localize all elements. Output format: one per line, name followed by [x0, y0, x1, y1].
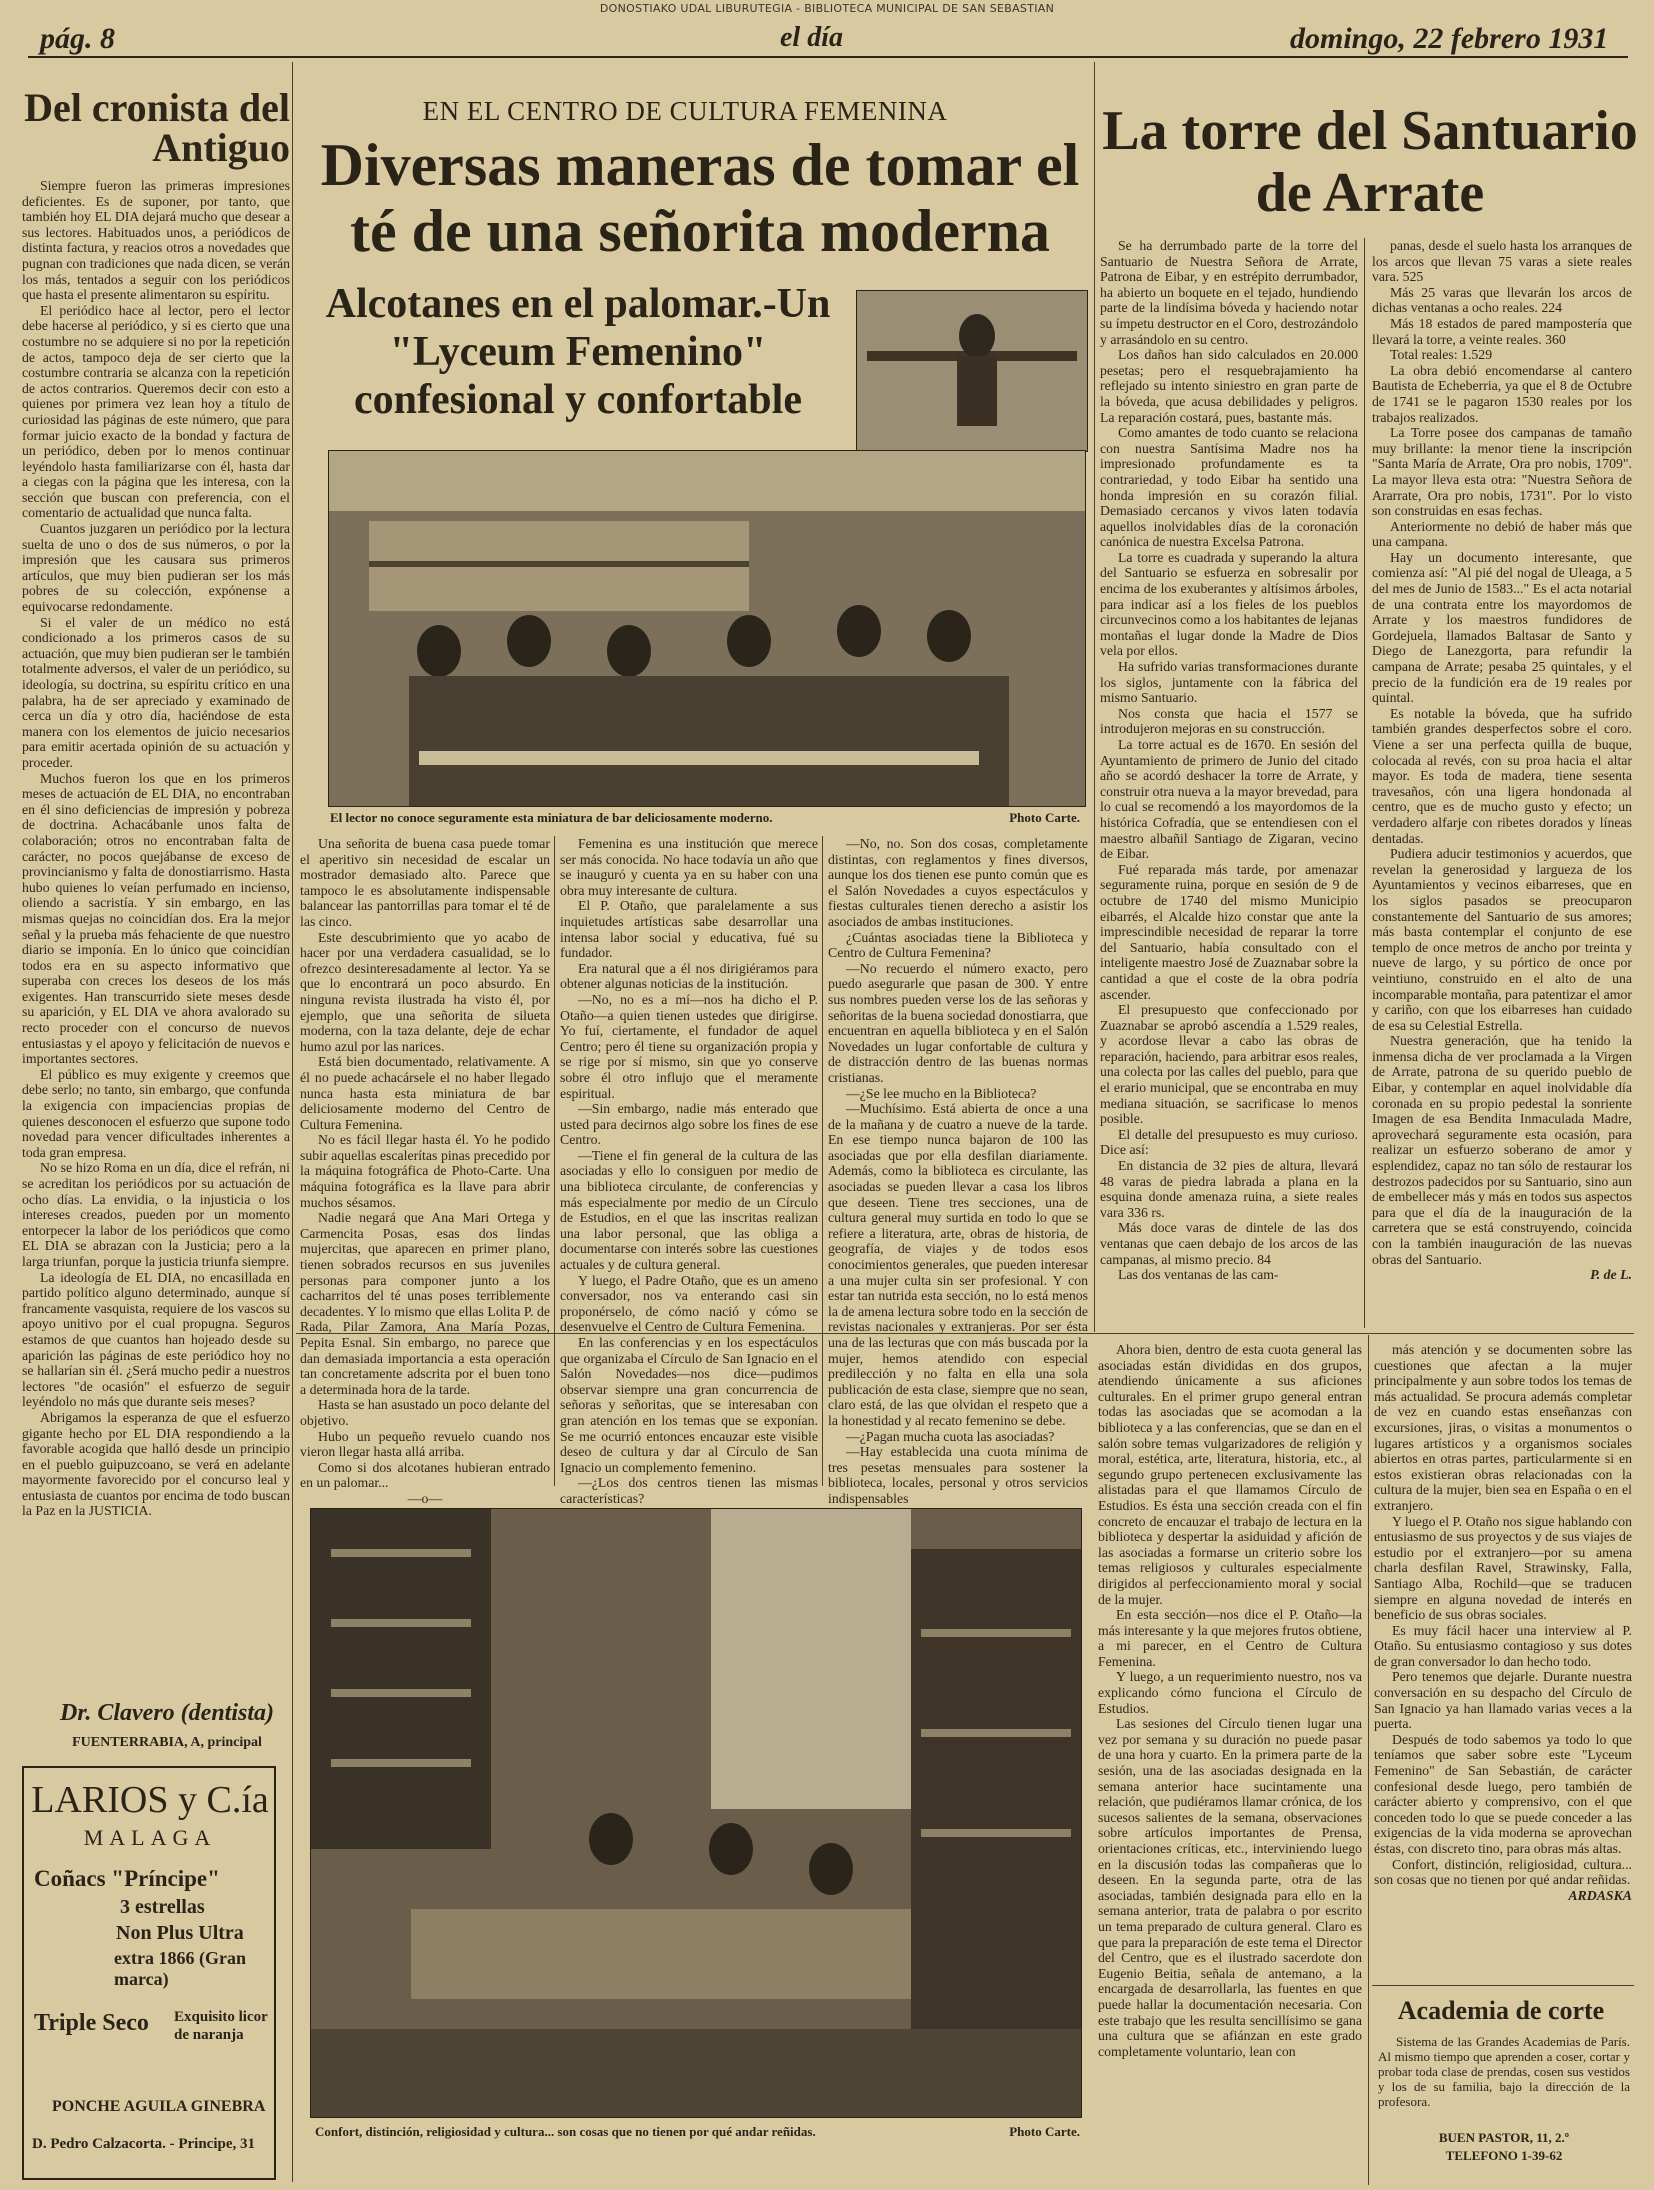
- paragraph: Como si dos alcotanes hubieran entrado en un palomar...: [300, 1459, 550, 1491]
- center-column-2: [560, 836, 818, 1506]
- paragraph: Confort, distinción, religiosidad, cultura... son cosas que no tienen por qué andar reñidas.: [1374, 1856, 1632, 1888]
- paragraph: —¿Pagan mucha cuota las asociadas?: [846, 1428, 1055, 1444]
- larios-ad-title: LARIOS y C.ía: [31, 1779, 269, 1821]
- paragraph: Es notable la bóveda, que ha sufrido también grandes desperfectos sobre el coro. Viene a ser una perfecta quilla de buque, colocada al revés, con su proa hacia el altar mayor. Es toda de madera, tiene sesenta travesaños, cón una ligera hondonada al centro, que es de mucho gusto y efecto; un verdadero alfarje con ribetes dorados y líneas dentadas.: [1372, 705, 1632, 846]
- paragraph: La torre actual es de 1670. En sesión del Ayuntamiento de primero de Junio del citado año se acordó deshacer la torre de Arrate, y construir otra nueva a la mayor brevedad, para lo cual se recomendó a los mayordomos de la histórica Cofradía, que se entendiesen con el maestro albañil Santiago de Zigaran, vecino de Eibar.: [1100, 737, 1358, 862]
- paragraph: Siempre fueron las primeras impresiones deficientes. Es de suponer, por tanto, que también hoy EL DIA dejará mucho que desear a sus lectores. Habituados unos, a periódicos de distinta factura, y reacios otros a novedades que pugnan con tradiciones que nada dicen, se verán los más, tentados a seguir con los periódicos que hasta el presente alimentaron su espíritu.: [22, 178, 290, 303]
- tea-room-photo: [328, 450, 1086, 807]
- page-number: pág. 8: [40, 22, 115, 55]
- paragraph: —No, no es a mí—nos ha dicho el P. Otaño—a quien tienen ustedes que dirigirse. Yo fuí, ciertamente, el fundador de aquel Centro; pero él tiene su organización propia y se rige por sí mismo, sin que yo conserve sobre él otro influjo que el meramente espiritual.: [560, 991, 818, 1101]
- paragraph: —o—: [407, 1490, 443, 1506]
- larios-ad-city: MALAGA: [83, 1825, 217, 1850]
- dentist-ad-name: Dr. Clavero (dentista): [60, 1700, 274, 1726]
- paragraph: Femenina es una institución que merece ser más conocida. No hace todavía un año que se inauguró y cuenta ya en su haber con una obra muy interesante de cultura.: [560, 836, 818, 898]
- column-rule: [554, 836, 555, 1486]
- center-column-4: [1098, 1342, 1362, 2182]
- paragraph: Más 18 estados de pared mampostería que llevará la torre, a veinte reales. 360: [1372, 315, 1632, 347]
- paragraph: Anteriormente no debió de haber más que una campana.: [1372, 518, 1632, 550]
- academia-title: Academia de corte: [1397, 1996, 1605, 2025]
- paragraph: —No, no. Son dos cosas, completamente distintas, con reglamentos y fines diversos, aunque los dos tienen ese punto común que es el Salón Novedades a cuyos espectáculos y fiestas culturales tienen derecho a asistir los asociados de ambas instituciones.: [828, 836, 1088, 929]
- paragraph: Es muy fácil hacer una interview al P. Otaño. Su entusiasmo contagioso y sus dotes de gran conversador lo dan hecho todo.: [1374, 1622, 1632, 1669]
- larios-ad-line: Non Plus Ultra: [116, 1922, 244, 1944]
- ardaska-signature: ARDASKA: [1568, 1887, 1632, 1903]
- tea-room-photo-upper: [856, 290, 1088, 452]
- center-column-3: [828, 836, 1088, 1506]
- paragraph: El público es muy exigente y creemos que debe serlo; no tanto, sin embargo, que confunda la exigencia con impaciencias propias de quienes desconocen el esfuerzo que supone todo novedad para vencer dificultades inherentes a toda gran empresa.: [22, 1066, 290, 1160]
- paragraph: Era natural que a él nos dirigiéramos para obtener algunas noticias de la institución.: [560, 960, 818, 992]
- header-rule: [28, 56, 1628, 58]
- paragraph: Y luego, a un requerimiento nuestro, nos va explicando cómo funciona el Círculo de Estudios.: [1098, 1669, 1362, 1716]
- paragraph: Ha sufrido varias transformaciones durante los siglos, juntamente con la fábrica del mismo Santuario.: [1100, 659, 1358, 706]
- paragraph: Cuantos juzgaren un periódico por la lectura suelta de uno o dos de sus números, o por la impresión que les causara sus primeros artículos, que muy bien pudieran ser los más pobres de su colección, expónense a equivocarse redondamente.: [22, 521, 290, 615]
- paragraph: Y luego, el Padre Otaño, que es un ameno conversador, nos va enterando casi sin proponérselo, de cómo nació y cómo se desenvuelve el Centro de Cultura Femenina.: [560, 1272, 818, 1335]
- paragraph: Total reales: 1.529: [1390, 347, 1493, 363]
- photo2-credit: Photo Carte.: [1009, 2124, 1080, 2139]
- paragraph: Este descubrimiento que yo acabo de hacer por una verdadera casualidad, se lo ofrezco desinteresadamente al lector. Ya se que lo encontrará un poco absurdo. En ninguna revista ilustrada ha visto él, por ejemplo, que una señorita de silueta moderna, con la taza delante, deje de echar humo azul por las narices.: [300, 929, 550, 1054]
- paragraph: Pero tenemos que dejarle. Durante nuestra conversación en su despacho del Círculo de San Ignacio ya han llamado varias veces a la puerta.: [1374, 1669, 1632, 1732]
- photo2-caption: Confort, distinción, religiosidad y cultura... son cosas que no tienen por qué andar reñidas.: [315, 2124, 816, 2139]
- column-rule: [822, 836, 823, 1486]
- paragraph: Nos consta que hacia el 1577 se introdujeron mejoras en su construcción.: [1100, 705, 1358, 737]
- paragraph: —Tiene el fin general de la cultura de las asociadas y ello lo consiguen por medio de una biblioteca circulante, de conferencias y más especialmente por medio de un Círculo de Estudios, en el que las inscritas realizan una labor personal, que las obliga a documentarse con interés sobre las cuestiones actuales y de cultura general.: [560, 1147, 818, 1273]
- arrate-column-2: [1372, 238, 1632, 1328]
- arrate-signature: P. de L.: [1590, 1267, 1632, 1283]
- section-rule: [1372, 1985, 1634, 1986]
- dentist-ad-address: FUENTERRABIA, A, principal: [72, 1735, 262, 1750]
- paragraph: Más 25 varas que llevarán los arcos de dichas ventanas a ocho reales. 224: [1372, 284, 1632, 316]
- archive-watermark: DONOSTIAKO UDAL LIBURUTEGIA - BIBLIOTECA MUNICIPAL DE SAN SEBASTIAN: [599, 2, 1055, 15]
- larios-ad-line: Triple Seco: [34, 2010, 149, 2036]
- paragraph: El P. Otaño, que paralelamente a sus inquietudes artísticas sabe desarrollar una intensa labor social y educativa, fué su fundador.: [560, 898, 818, 961]
- paragraph: —¿Se lee mucho en la Biblioteca?: [846, 1085, 1037, 1101]
- section-rule: [1094, 1333, 1634, 1334]
- paragraph: ¿Cuántas asociadas tiene la Biblioteca y Centro de Cultura Femenina?: [828, 929, 1088, 961]
- paragraph: Abrigamos la esperanza de que el esfuerzo gigante hecho por EL DIA respondiendo a la favorable acogida que halló desde un principio en el pueblo guipuzcoano, se verá en adelante mayormente favorecido por el concurso leal y entusiasta de cuantos por encima de todo buscan la Paz en la JUSTICIA.: [22, 1409, 290, 1519]
- masthead-name: el día: [780, 22, 843, 53]
- center-headline: Diversas maneras de tomar el té de una señorita moderna: [320, 132, 1080, 264]
- photo1-caption: El lector no conoce seguramente esta miniatura de bar deliciosamente moderno.: [330, 810, 773, 825]
- photo-illustration: [311, 1509, 1081, 2117]
- larios-ad-line: Exquisito licor de naranja: [174, 2009, 268, 2043]
- paragraph: Hay un documento interesante, que comienza así: "Al pié del nogal de Uleaga, a 5 del mes de Junio de 1583..." Es el acta notarial de una contrata entre los mayordomos de Arrate y los maestros fundidores de Gordejuela, llamados Baltasar de Santo y Diego de Lanezgorta, para refundir la campana de Arrate; pesaba 25 quintales, y el precio de la fundición era de 19 reales por quintal.: [1372, 549, 1632, 706]
- paragraph: Los daños han sido calculados en 20.000 pesetas; pero el resquebrajamiento ha reflejado su intento siniestro en gran parte de la bóveda, que acusa debilidades y peligros. La reparación costará, pues, bastante más.: [1100, 347, 1358, 425]
- larios-ad-line: 3 estrellas: [120, 1896, 205, 1918]
- arrate-headline: La torre del Santuario de Arrate: [1102, 100, 1638, 224]
- academia-text: [1378, 2034, 1630, 2124]
- paragraph: Más doce varas de dintele de las dos ventanas que caen debajo de los arcos de las campanas, al mismo precio. 84: [1100, 1220, 1358, 1267]
- academia-address: BUEN PASTOR, 11, 2.º: [1438, 2130, 1570, 2145]
- paragraph: Una señorita de buena casa puede tomar el aperitivo sin necesidad de escalar un mostrador demasiado alto. Parece que tampoco le es absolutamente indispensable balancear las pantorrillas para tomar el té de las cinco.: [300, 836, 550, 929]
- photo1-credit: Photo Carte.: [1009, 810, 1080, 825]
- center-column-5: [1374, 1342, 1632, 1978]
- larios-ad-line: Coñacs "Príncipe": [34, 1866, 220, 1891]
- paragraph: Nuestra generación, que ha tenido la inmensa dicha de ver proclamada a la Virgen de Arrate, patrona de su querido pueblo de Eibar, y contemplar en aquel inolvidable día coronada en su propio pedestal la sonriente Imagen de esa Bendita Inmaculada Madre, aprovechará seguramente esta ocasión, para realizar un esfuerzo soberano de amor y esplendidez, capaz no tan sólo de restaurar los destrozos padecidos por su Santuario, sino aun de embellecer más y más en todos sus aspectos para que el día de la inauguración de la carretera que se está construyendo, coincida con la también inauguración de las nuevas obras del Santuario.: [1372, 1033, 1632, 1267]
- paragraph: Ahora bien, dentro de esta cuota general las asociadas están divididas en dos grupos, atendiendo únicamente a sus aficiones culturales. En el primer grupo general entran todas las asociadas que se acomodan a la biblioteca y a las conferencias, que se dan en el salón sobre temas vulgarizadores de religión y moral, estética, arte, literatura, historia, etc., al segundo grupo pertenecen exclusivamente las alistadas para el que llamamos Círculo de Estudios. Es ésta una sección creada con el fin concreto de encauzar el trabajo de lectura en la biblioteca y despertar la asiduidad y afición de las asociadas a formarse un criterio sobre los temas religiosos y culturales especialmente dirigidos al perfeccionamiento moral y social de la mujer.: [1098, 1342, 1362, 1607]
- paragraph: Si el valer de un médico no está condicionado a los primeros casos de su actuación, que muy bien pudieran ser le también totalmente adversos, el valer de un periódico, su ideología, su doctrina, su espíritu crítico en una palabra, ha de ser apreciado y examinado de cerca un día y otro día, haciéndose de esta manera con los elementos de juicio necesarios para emitir acertada opinión de su actuación y proceder.: [22, 614, 290, 770]
- paragraph: Hubo un pequeño revuelo cuando nos vieron llegar hasta allá arriba.: [300, 1428, 550, 1460]
- paragraph: Pudiera aducir testimonios y acuerdos, que revelan la generosidad y largueza de los Ayuntamientos y vecinos eibarreses, que en los siglos pasados se preocuparon constantemente del Santuario de sus amores; más basta contemplar el conjunto de ese templo de once metros de ancho por treinta y nueve de largo, y su pórtico de once por veintiuno, construido en el alto de una incomparable montaña, para patentizar el amor y cariño, con que los eibarreses han cuidado de esa su Celestial Estrella.: [1372, 846, 1632, 1033]
- paragraph: La ideología de EL DIA, no encasillada en partido político alguno determinado, aunque sí francamente vasquista, requiere de los vascos su apoyo unitivo por el cual propugna. Seguros estamos de que cuantos han hojeado desde su aparición las páginas de este periódico hoy no se hallarían sin él. ¿Será mucho pedir a nuestros lectores "de ocasión" el esfuerzo de seguir leyéndolo no más que durante seis meses?: [22, 1269, 290, 1410]
- paragraph: Fué reparada más tarde, por amenazar seguramente ruina, porque en sesión de 9 de octubre de 1740 del mismo Municipio eibarrés, el Alcalde hizo constar que ante la imprescindible necesidad de reparar la torre del Santuario, había consultado con el inteligente maestro José de Zuaznabar sobre la cantidad a que el coste de la obra podría ascender.: [1100, 861, 1358, 1002]
- paragraph: Sistema de las Grandes Academias de París. Al mismo tiempo que aprenden a coser, cortar y probar toda clase de prendas, cosen sus vestidos y los de su familia, bajo la dirección de la profesora.: [1378, 2034, 1630, 2109]
- paragraph: El presupuesto que confeccionado por Zuaznabar se aprobó ascendía a 1.529 reales, y acordose llevar a cabo las obras de reparación, haciendo, para arbitrar esos reales, una colecta por las calles del pueblo, para que el erario municipal, que se encontraba en muy mediana situación, se sacrificase lo menos posible.: [1100, 1002, 1358, 1127]
- paragraph: La torre es cuadrada y superando la altura del Santuario se esfuerza en sobresalir por encima de los exuberantes y altísimos árboles, para indicar así a los fieles de los pueblos circunvecinos como a los habitantes de lejanas montañas el lugar donde la Madre de Dios vela por ellos.: [1100, 549, 1358, 659]
- paragraph: Como amantes de todo cuanto se relaciona con nuestra Santísima Madre nos ha impresionado profundamente es ta contrariedad, y todo Eibar ha sentido una honda impresión en su corazón filial. Demasiado cercanos y vivos laten todavía aquellos inolvidables días de la coronación canónica de nuestra Excelsa Patrona.: [1100, 425, 1358, 550]
- larios-ad-line: D. Pedro Calzacorta. - Principe, 31: [32, 2136, 256, 2152]
- paragraph: La Torre posee dos campanas de tamaño muy brillante: la menor tiene la inscripción "Santa María de Arrate, Ora pro nobis, 1709". La mayor lleva esta otra: "Nuestra Señora de Ararrate, Ora pro nobis, 1731". Por lo visto son construidas en esas fechas.: [1372, 425, 1632, 519]
- paragraph: —¿Los dos centros tienen las mismas características?: [560, 1475, 818, 1506]
- center-subheadline: Alcotanes en el palomar.-Un "Lyceum Femenino" confesional y confortable: [325, 281, 831, 423]
- paragraph: Se ha derrumbado parte de la torre del Santuario de Nuestra Señora de Arrate, Patrona de Eibar, y en estrépito derrumbador, ha abierto un boquete en el tejado, hundiendo parte de la lindísima bóveda y haciendo notar su ímpetu destructor en el Coro, destrozándolo y arrasándolo en su centro.: [1100, 238, 1358, 347]
- paragraph: —Muchísimo. Está abierta de once a una de la mañana y de cuatro a nueve de la tarde. En ese tiempo nunca bajaron de 100 las asociadas que por ella desfilan diariamente. Además, como la biblioteca es circulante, las asociadas se pueden llevar a casa los libros que deseen. Tiene tres secciones, una de cultura general muy surtida en todo lo que se refiere a literatura, arte, obras de historia, de geografía, de viajes y de todos esos conocimientos generales, que pueden interesar a una mujer culta sin ser profesional. Y con estar tan nutrida esta sección, no lo está menos la de amena lectura sobre todo en la sección de revistas nacionales y extranjeras. Por ser ésta una de las lecturas que con más buscada por la mujer, hemos atendido con especial predilección y no falta en ella una sola publicación de esta clase, siempre que no sean, claro está, de las que olvidan el respeto que a la honestidad y al recato femenino se debe.: [828, 1101, 1088, 1428]
- paragraph: panas, desde el suelo hasta los arranques de los arcos que llevan 75 varas a siete reales vara. 525: [1372, 238, 1632, 285]
- paragraph: En las conferencias y en los espectáculos que organizaba el Círculo de San Ignacio en el Salón Novedades—nos dice—pudimos observar siempre una gran concurrencia de señoras y señoritas, que se interesaban con gran atención en los temas que se exponían. Se me ocurrió entonces encauzar este visible deseo de cultura y dar al Círculo de San Ignacio un complemento femenino.: [560, 1335, 818, 1475]
- larios-ad-line: PONCHE AGUILA GINEBRA: [52, 2098, 266, 2115]
- photo-illustration: [329, 451, 1085, 806]
- paragraph: La obra debió encomendarse al cantero Bautista de Echeberria, ya que el 8 de Octubre de 1741 se le pagaron 1530 reales por los trabajos realizados.: [1372, 362, 1632, 425]
- paragraph: El detalle del presupuesto es muy curioso. Dice así:: [1100, 1126, 1358, 1158]
- column-rule: [1368, 1335, 1369, 2185]
- column-rule: [1364, 238, 1365, 1328]
- paragraph: Hasta se han asustado un poco delante del objetivo.: [300, 1397, 550, 1428]
- center-column-1: [300, 836, 550, 1506]
- larios-ad-line: extra 1866 (Gran marca): [114, 1948, 246, 1989]
- paragraph: En distancia de 32 pies de altura, llevará 48 varas de piedra labrada a plana en la esquina donde amenaza ruina, a siete reales vara 336 rs.: [1100, 1158, 1358, 1220]
- paragraph: Después de todo sabemos ya todo lo que teníamos que saber sobre este "Lyceum Femenino" de San Sebastián, de carácter confesional desde luego, pero también de carácter abierto y comprensivo, con el que conceden todo lo que se puede conceder a las exigencias de la vida moderna se aprovechan éstas, con discreto tino, para obras más altas.: [1374, 1731, 1632, 1856]
- paragraph: Nadie negará que Ana Mari Ortega y Carmencita Posas, esas dos lindas mujercitas, que aparecen en primer plano, tienen sobrados recursos en sus juveniles personas para componer junto a los cacharritos del té unas poses terriblemente decadentes. Y lo mismo que ellas Lolita P. de Rada, Pilar Zamora, Ana María Pozas, Pepita Esnal. Sin embargo, no parece que dan demasiada importancia a esta operación tan concretamente adscrita por el buen tono a determinada hora de la tarde.: [300, 1210, 550, 1397]
- paragraph: Las dos ventanas de las cam-: [1118, 1267, 1279, 1283]
- paragraph: —Sin embargo, nadie más enterado que usted para decirnos algo sobre los fines de ese Centro.: [560, 1101, 818, 1148]
- issue-date: domingo, 22 febrero 1931: [1290, 22, 1609, 55]
- paragraph: —Hay establecida una cuota mínima de tres pesetas mensuales para sostener la biblioteca, locales, personal y otros servicios indispensables: [828, 1444, 1088, 1506]
- paragraph: Está bien documentado, relativamente. A él no puede achacársele el no haber llegado nunca hasta esta miniatura de bar deliciosamente moderno del Centro de Cultura Femenina.: [300, 1054, 550, 1132]
- center-kicker: EN EL CENTRO DE CULTURA FEMENINA: [422, 96, 948, 126]
- library-photo: [310, 1508, 1082, 2118]
- column-rule: [292, 62, 293, 2182]
- academia-phone: TELEFONO 1-39-62: [1445, 2148, 1563, 2163]
- paragraph: más atención y se documenten sobre las cuestiones que afectan a la mujer principalmente y aun sobre todos los temas de más actualidad. Se procura además completar de vez en cuando estas enseñanzas con excursiones, jiras, o visitas a monumentos o lugares artísticos y a organismos sociales abiertos en otras partes, particularmente si en estos existieran obras relacionadas con la cultura de la mujer, bien sea en España o en el extranjero.: [1374, 1342, 1632, 1513]
- paragraph: En esta sección—nos dice el P. Otaño—la más interesante y la que mejores frutos obtiene, a mi parecer, en el Centro de Cultura Femenina.: [1098, 1607, 1362, 1669]
- photo-illustration: [857, 291, 1087, 451]
- paragraph: No es fácil llegar hasta él. Yo he podido subir aquellas escalerítas pinas precedido por la máquina fotográfica de Photo-Carte. Una máquina fotográfica es la llave para abrir muchos sésamos.: [300, 1132, 550, 1210]
- paragraph: —No recuerdo el número exacto, pero puedo asegurarle que pasan de 300. Y entre sus nombres pueden verse los de las señoras y señoritas de la buena sociedad donostiarra, que encuentran en aquella biblioteca y en el Salón Novedades un lugar confortable de cultura y de distracción dentro de las buenas normas cristianas.: [828, 960, 1088, 1085]
- paragraph: Las sesiones del Círculo tienen lugar una vez por semana y su duración no puede pasar de una hora y cuarto. En la primera parte de la sesión, una de las asociadas designada en la semana anterior hace sucintamente una relación, que pudiéramos llamar crónica, de los sucesos salientes de la semana, observaciones sobre artículos importantes de Prensa, orientaciones críticas, etc., interviniendo luego en la discusión todas las compañeras que lo deseen. En la segunda parte, otra de las asociadas, también designada para ello en la semana anterior, trata de palabra o por escrito un tema preparado de cultura general. Claro es que para la preparación de este tema el Director del Centro, que es el ilustrado sacerdote don Eugenio Beitia, señala de antemano, a la encargada de desarrollarla, las fuentes en que puede hallar la documentación necesaria. Con este trabajo que les resulta sencillísimo se gana una cultura que se afiánzan en este grado completamente voluntario, lean con: [1098, 1716, 1362, 2059]
- paragraph: El periódico hace al lector, pero el lector debe hacerse al periódico, y si es cierto que una costumbre no se adquiere si no por la repetición de actos, tampoco deja de ser cierto que la costumbre contraria se alcanza con la repetición de actos contrarios. Queremos decir con esto a quienes por primera vez lean hoy a título de curiosidad las páginas de este número, que para formar juicio exacto de la bondad y factura de un periódico, deben por lo menos continuar leyéndolo hasta familiarizarse con él, hasta dar a ciegas con la página que les interesa, con la sección que buscan con preferencia, con el comentario de actualidad que nunca falta.: [22, 302, 290, 521]
- cronista-article: [22, 85, 290, 1686]
- cronista-headline: Del cronista del Antiguo: [24, 85, 290, 170]
- arrate-column-1: [1100, 238, 1358, 1328]
- paragraph: Y luego el P. Otaño nos sigue hablando con entusiasmo de sus proyectos y de sus viajes de estudio por el extranjero—por su amena charla desfilan Ravel, Strawinsky, Falla, Santiago Alba, Rochild—que se traducen siempre en alguna novedad de interés en beneficio de sus obras sociales.: [1374, 1513, 1632, 1623]
- paragraph: No se hizo Roma en un día, dice el refrán, ni se acreditan los periódicos por su actuación de ocho días. La envidia, o la injusticia o los intereses creados, pueden por un momento entorpecer la labor de los periódicos que como EL DIA se abrazan con la Justicia; pero a la larga triunfan, porque la justicia triunfa siempre.: [22, 1160, 290, 1269]
- paragraph: Muchos fueron los que en los primeros meses de actuación de EL DIA, no encontraban en él sino deficiencias de impresión y pobreza de doctrina. Achacábanle unos falta de colaboración; otros no encontraban falta de carácter, no pocos quejábanse de exceso de provincianismo y falta de donostiarrismo. Hasta hubo quienes lo veían perfumado en incienso, oliendo a sacristía. Y sin embargo, en las mismas quejas no coincidían dos. Era la mejor señal y la prueba más fehaciente de que nuestro diario se imponía. En lo único que coincidían todos era en su aspecto informativo que superaba con creces los deseos de los más exigentes. Han transcurrido siete meses desde su aparición, y EL DIA ve ahora avalorado su recto proceder con el concurso de nuevos entusiastas y el apoyo y felicitación de nuevos e importantes sectores.: [22, 770, 290, 1067]
